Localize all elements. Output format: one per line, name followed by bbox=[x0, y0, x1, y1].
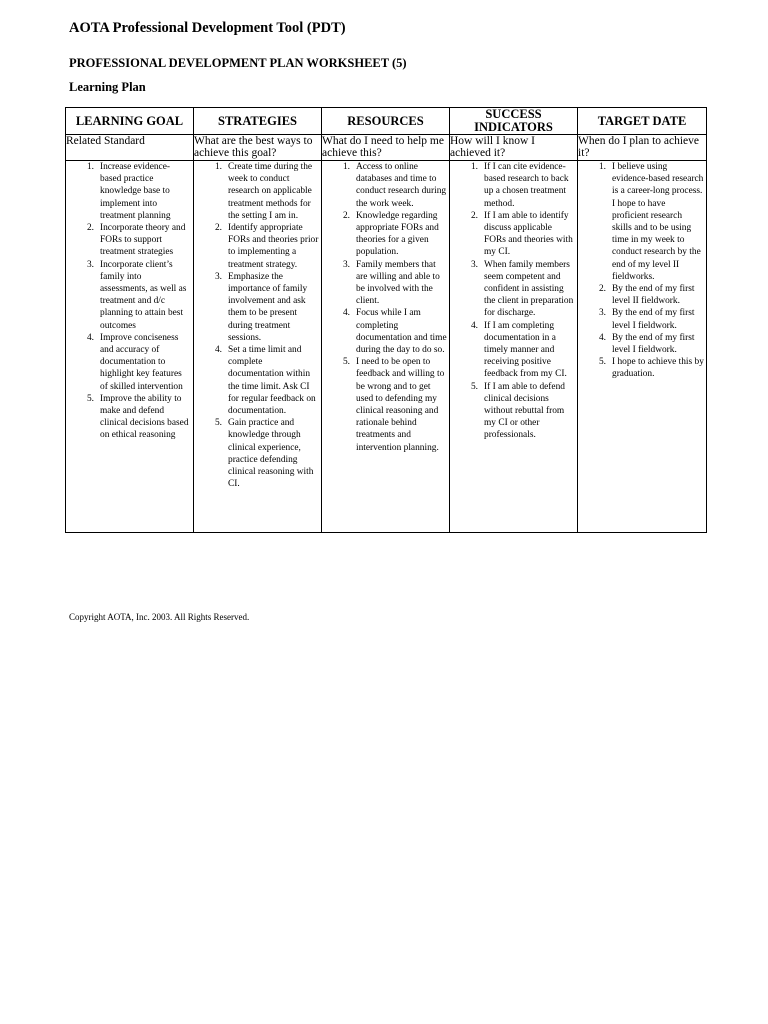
list-item: Access to online databases and time to conduct research during the work week. bbox=[356, 162, 447, 209]
list-item: Incorporate client’s family into assessments, as well as treatment and d/c planning to attain best outcomes bbox=[100, 259, 187, 331]
column-header-resources: RESOURCES bbox=[322, 108, 450, 135]
list-item: Improve the ability to make and defend clinical decisions based on ethical reasoning bbox=[100, 393, 189, 441]
column-header-strategies: STRATEGIES bbox=[194, 108, 322, 135]
list-item: Knowledge regarding appropriate FORs and theories for a given population. bbox=[356, 210, 439, 258]
subheader-learning-goal: Related Standard bbox=[66, 135, 194, 161]
success-indicators-list bbox=[450, 161, 577, 442]
target-date-list bbox=[578, 161, 706, 381]
list-item: If I can cite evidence-based research to back up a chosen treatment method. bbox=[484, 162, 569, 209]
list-item: If I am completing documentation in a timely manner and receiving positive feedback from my CI. bbox=[484, 320, 567, 380]
content-row bbox=[66, 161, 707, 533]
list-item: If I am able to identify discuss applicable FORs and theories with my CI. bbox=[484, 210, 573, 258]
list-item: Increase evidence-based practice knowledge base to implement into treatment planning bbox=[100, 162, 171, 221]
strategies-list bbox=[194, 161, 321, 490]
list-item: I need to be open to feedback and willing to be wrong and to get used to defending my clinical reasoning and rationale behind treatments and intervention planning. bbox=[356, 357, 445, 453]
subheader-resources: What do I need to help me achieve this? bbox=[322, 135, 450, 161]
list-item: I believe using evidence-based research is a career-long process. I hope to have proficient research skills and to be using time in my week to conduct research by the end of my level II fieldworks. bbox=[612, 162, 704, 282]
list-item: I hope to achieve this by graduation. bbox=[612, 357, 704, 380]
list-item: Improve conciseness and accuracy of documentation to highlight key features of skilled intervention bbox=[100, 332, 183, 392]
target-date-cell bbox=[578, 161, 707, 533]
list-item: Focus while I am completing documentation and time during the day to do so. bbox=[356, 308, 447, 356]
list-item: Emphasize the importance of family involvement and ask them to be present during treatment sessions. bbox=[228, 271, 308, 343]
list-item: By the end of my first level I fieldwork. bbox=[612, 308, 695, 331]
list-item: Incorporate theory and FORs to support treatment strategies bbox=[100, 223, 186, 258]
subheader-success-indicators: How will I know I achieved it? bbox=[450, 135, 578, 161]
column-header-success-indicators: SUCCESS INDICATORS bbox=[450, 108, 578, 135]
resources-list bbox=[322, 161, 449, 454]
list-item: Identify appropriate FORs and theories prior to implementing a treatment strategy. bbox=[228, 223, 319, 270]
resources-cell bbox=[322, 161, 450, 533]
learning-goal-list bbox=[66, 161, 193, 442]
column-header-target-date: TARGET DATE bbox=[578, 108, 707, 135]
header-row bbox=[66, 108, 707, 135]
learning-plan-table bbox=[65, 107, 707, 533]
list-item: Gain practice and knowledge through clinical experience, practice defending clinical reasoning with CI. bbox=[228, 418, 314, 490]
success-indicators-cell bbox=[450, 161, 578, 533]
list-item: Family members that are willing and able to be involved with the client. bbox=[356, 259, 440, 307]
subheader-row bbox=[66, 135, 707, 161]
list-item: By the end of my first level II fieldwork. bbox=[612, 284, 695, 307]
learning-goal-cell bbox=[66, 161, 194, 533]
copyright-notice: Copyright AOTA, Inc. 2003. All Rights Reserved. bbox=[69, 612, 250, 622]
subheader-target-date: When do I plan to achieve it? bbox=[578, 135, 707, 161]
worksheet-title: PROFESSIONAL DEVELOPMENT PLAN WORKSHEET (5) bbox=[69, 56, 407, 70]
list-item: When family members seem competent and confident in assisting the client in preparation for discharge. bbox=[484, 259, 574, 319]
column-header-learning-goal: LEARNING GOAL bbox=[66, 108, 194, 135]
list-item: Create time during the week to conduct research on applicable treatment methods for the setting I am in. bbox=[228, 162, 313, 221]
document-title: AOTA Professional Development Tool (PDT) bbox=[69, 20, 346, 36]
list-item: Set a time limit and complete documentation within the time limit. Ask CI for regular feedback on documentation. bbox=[228, 345, 316, 417]
list-item: If I am able to defend clinical decisions without rebuttal from my CI or other professionals. bbox=[484, 381, 565, 441]
strategies-cell bbox=[194, 161, 322, 533]
list-item: By the end of my first level I fieldwork. bbox=[612, 332, 695, 356]
subheader-strategies: What are the best ways to achieve this goal? bbox=[194, 135, 322, 161]
section-heading: Learning Plan bbox=[69, 80, 146, 94]
